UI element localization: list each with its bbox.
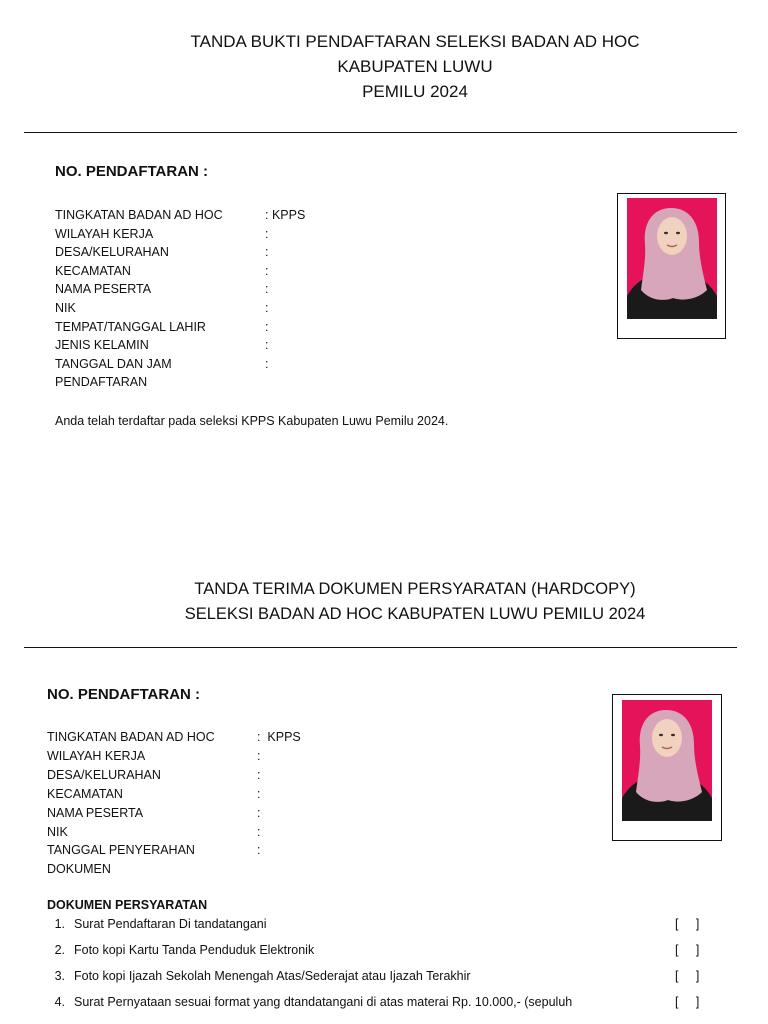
passport-photo-icon (622, 700, 712, 821)
receipt-divider (24, 132, 737, 133)
field-value: : (265, 300, 269, 315)
document-field-row (47, 766, 301, 785)
field-label: KECAMATAN (47, 786, 123, 801)
documents-heading: DOKUMEN PERSYARATAN (47, 898, 208, 912)
receipt-field-row (55, 262, 305, 281)
field-value: : (257, 805, 261, 820)
field-label: DESA/KELURAHAN (47, 767, 161, 782)
field-label: KECAMATAN (55, 263, 131, 278)
receipt-field-row (55, 225, 305, 244)
document-field-row (47, 804, 301, 823)
receipt-registration-number: NO. PENDAFTARAN : (55, 163, 209, 180)
document-text: Surat Pendaftaran Di tandatangani (74, 917, 267, 931)
document-checkbox[interactable]: [ ] (675, 995, 700, 1009)
document-text: Surat Pernyataan sesuai format yang dtandatangani di atas materai Rp. 10.000,- (sepuluh (74, 995, 573, 1009)
field-label: NAMA PESERTA (47, 805, 144, 820)
field-value: : (257, 824, 261, 839)
document-receipt-title-line-2: SELEKSI BADAN AD HOC KABUPATEN LUWU PEMILU 2024 (184, 605, 646, 623)
document-field-row (47, 823, 301, 842)
document-text: Foto kopi Ijazah Sekolah Menengah Atas/Sederajat atau Ijazah Terakhir (74, 969, 471, 983)
field-label: WILAYAH KERJA (47, 748, 146, 763)
document-checkbox[interactable]: [ ] (675, 943, 700, 957)
receipt-field-row (55, 355, 305, 392)
field-value: : (265, 263, 269, 278)
document-checkbox[interactable]: [ ] (675, 917, 700, 931)
document-field-row (47, 841, 301, 879)
receipt-field-row (55, 243, 305, 262)
document-receipt-title (0, 577, 768, 627)
document-receipt-title-line-1: TANDA TERIMA DOKUMEN PERSYARATAN (HARDCOPY) (194, 580, 636, 598)
receipt-title-line-3: PEMILU 2024 (362, 82, 468, 101)
field-value: : (265, 282, 269, 297)
documents-list (47, 917, 727, 1024)
receipt-title (0, 29, 768, 104)
field-label: NIK (55, 300, 76, 315)
field-value: : (265, 319, 269, 334)
field-label: NAMA PESERTA (55, 282, 152, 297)
field-label: JENIS KELAMIN (55, 338, 149, 353)
receipt-title-line-2: KABUPATEN LUWU (337, 57, 493, 76)
field-label: TANGGAL DAN JAM PENDAFTARAN (55, 356, 172, 390)
field-value: : KPPS (257, 730, 301, 744)
document-number: 2. (54, 943, 65, 957)
document-text: Foto kopi Kartu Tanda Penduduk Elektronik (74, 943, 315, 957)
receipt-field-row (55, 206, 305, 225)
field-value: : (265, 226, 269, 241)
receipt-field-row (55, 318, 305, 337)
document-number: 3. (54, 969, 65, 983)
field-value: : (265, 245, 269, 260)
passport-photo-icon (627, 198, 717, 319)
field-value: : (265, 338, 269, 353)
field-value: : (257, 748, 261, 763)
field-value: : (257, 767, 261, 782)
receipt-passport-photo (627, 198, 717, 319)
field-label: TINGKATAN BADAN AD HOC (47, 730, 215, 744)
field-label: TEMPAT/TANGGAL LAHIR (55, 319, 206, 334)
document-field-row (47, 747, 301, 766)
receipt-fields (55, 206, 305, 392)
document-number: 4. (54, 995, 65, 1009)
document-receipt-passport-photo (622, 700, 712, 821)
field-label: TANGGAL PENYERAHAN DOKUMEN (47, 843, 195, 877)
document-receipt-registration-number: NO. PENDAFTARAN : (47, 686, 201, 703)
document-checkbox[interactable]: [ ] (675, 969, 700, 983)
document-field-row (47, 785, 301, 804)
receipt-field-row (55, 336, 305, 355)
field-value: : (257, 843, 261, 858)
document-receipt-fields (47, 728, 301, 879)
document-number: 1. (54, 917, 65, 931)
photo-face (652, 719, 682, 757)
registration-confirmation-message: Anda telah terdaftar pada seleksi KPPS Kabupaten Luwu Pemilu 2024. (55, 414, 449, 428)
field-label: NIK (47, 824, 68, 839)
field-label: TINGKATAN BADAN AD HOC (55, 208, 223, 222)
receipt-field-row (55, 299, 305, 318)
field-value: : KPPS (265, 208, 306, 222)
photo-face (657, 217, 687, 255)
field-value: : (265, 356, 269, 371)
document-field-row (47, 728, 301, 747)
receipt-title-line-1: TANDA BUKTI PENDAFTARAN SELEKSI BADAN AD HOC (190, 32, 640, 51)
field-value: : (257, 786, 261, 801)
receipt-field-row (55, 280, 305, 299)
field-label: WILAYAH KERJA (55, 226, 154, 241)
field-label: DESA/KELURAHAN (55, 245, 169, 260)
document-receipt-divider (24, 647, 737, 648)
